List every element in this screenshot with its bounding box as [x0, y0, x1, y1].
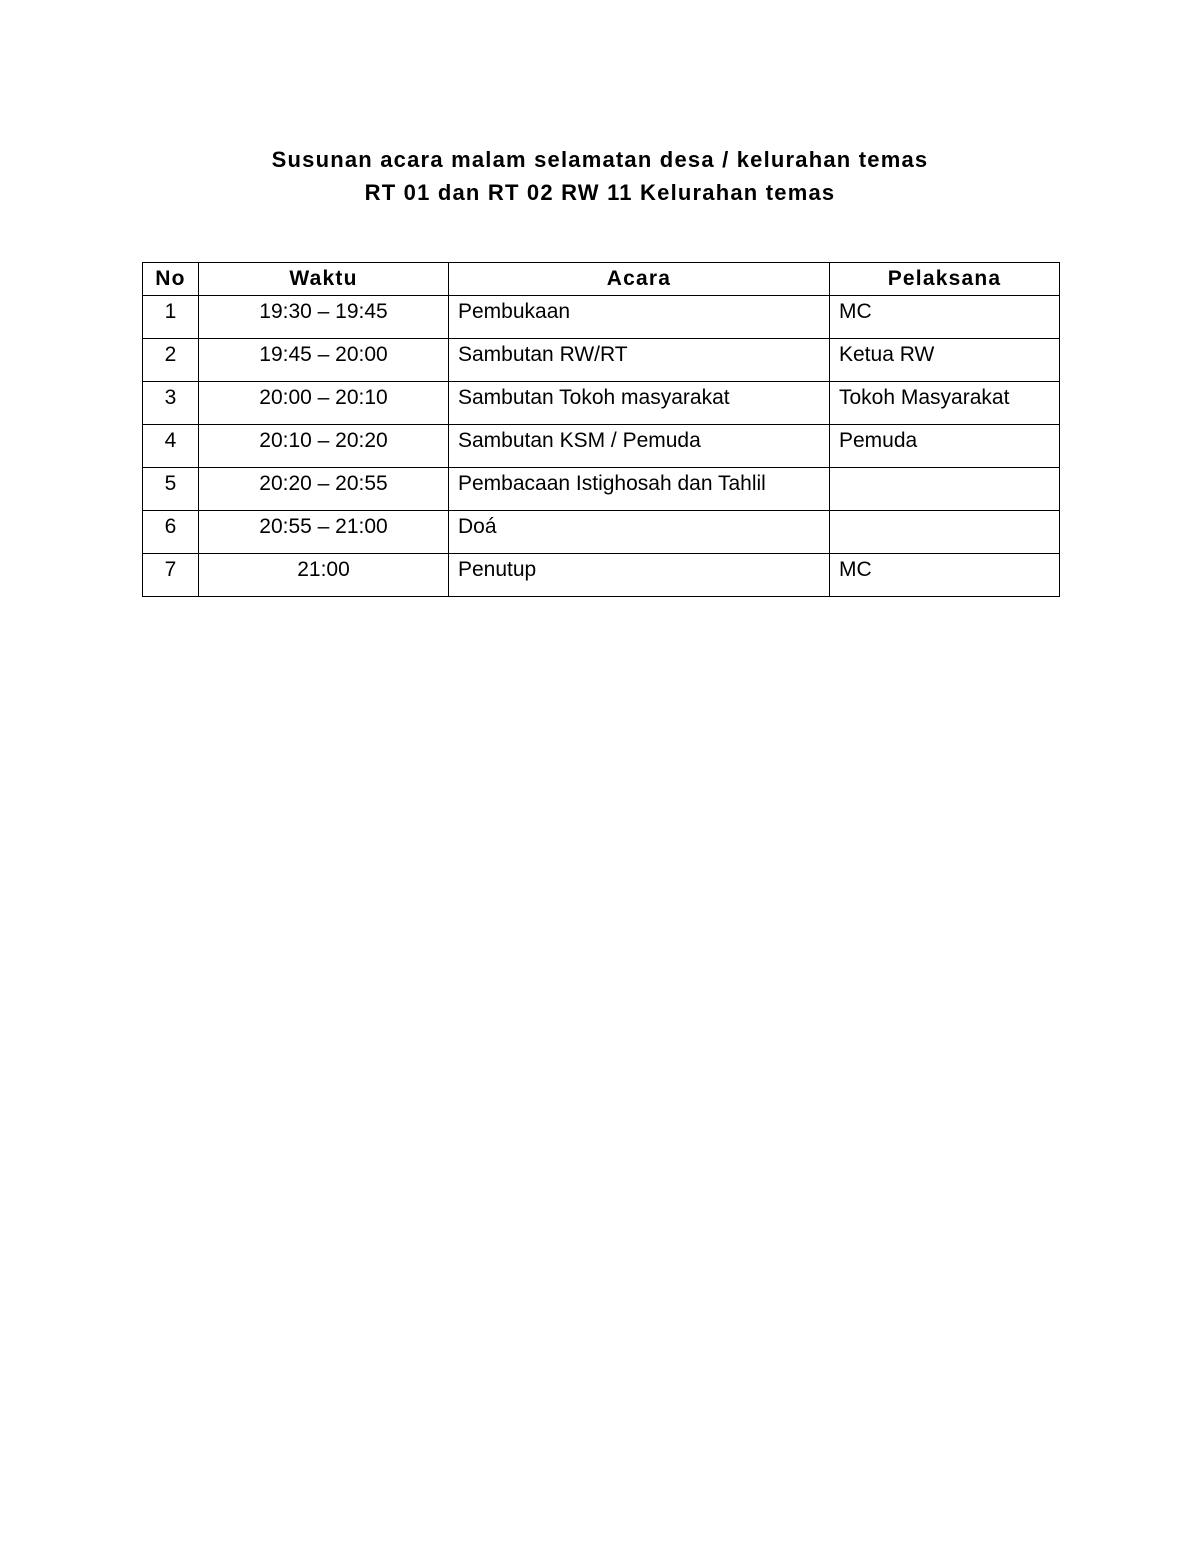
cell-acara: Doá [449, 511, 830, 554]
title-line-1: Susunan acara malam selamatan desa / kelurahan temas [271, 147, 929, 172]
cell-no: 5 [143, 468, 199, 511]
table-body [143, 296, 1060, 597]
header-acara: Acara [449, 263, 830, 296]
table-row [143, 296, 1060, 339]
cell-waktu: 19:30 – 19:45 [199, 296, 449, 339]
cell-pelaksana [830, 511, 1060, 554]
cell-waktu: 19:45 – 20:00 [199, 339, 449, 382]
cell-waktu: 20:00 – 20:10 [199, 382, 449, 425]
schedule-table [142, 262, 1060, 597]
cell-pelaksana: Ketua RW [830, 339, 1060, 382]
cell-acara: Pembacaan Istighosah dan Tahlil [449, 468, 830, 511]
table-header [143, 263, 1060, 296]
cell-no: 6 [143, 511, 199, 554]
table-row [143, 554, 1060, 597]
cell-acara: Penutup [449, 554, 830, 597]
cell-waktu: 20:20 – 20:55 [199, 468, 449, 511]
cell-acara: Sambutan Tokoh masyarakat [449, 382, 830, 425]
table-row [143, 425, 1060, 468]
cell-pelaksana: MC [830, 296, 1060, 339]
cell-acara: Pembukaan [449, 296, 830, 339]
table-row [143, 511, 1060, 554]
title-line-2: RT 01 dan RT 02 RW 11 Kelurahan temas [364, 180, 836, 205]
cell-pelaksana: Pemuda [830, 425, 1060, 468]
header-pelaksana: Pelaksana [830, 263, 1060, 296]
cell-no: 1 [143, 296, 199, 339]
table-row [143, 468, 1060, 511]
cell-waktu: 21:00 [199, 554, 449, 597]
table-row [143, 339, 1060, 382]
cell-waktu: 20:10 – 20:20 [199, 425, 449, 468]
cell-no: 4 [143, 425, 199, 468]
header-waktu: Waktu [199, 263, 449, 296]
cell-acara: Sambutan RW/RT [449, 339, 830, 382]
cell-pelaksana: Tokoh Masyarakat [830, 382, 1060, 425]
table-row [143, 382, 1060, 425]
cell-waktu: 20:55 – 21:00 [199, 511, 449, 554]
document-title [0, 143, 1200, 209]
cell-pelaksana [830, 468, 1060, 511]
cell-no: 2 [143, 339, 199, 382]
cell-no: 7 [143, 554, 199, 597]
cell-no: 3 [143, 382, 199, 425]
table-header-row [143, 263, 1060, 296]
cell-acara: Sambutan KSM / Pemuda [449, 425, 830, 468]
cell-pelaksana: MC [830, 554, 1060, 597]
header-no: No [143, 263, 199, 296]
